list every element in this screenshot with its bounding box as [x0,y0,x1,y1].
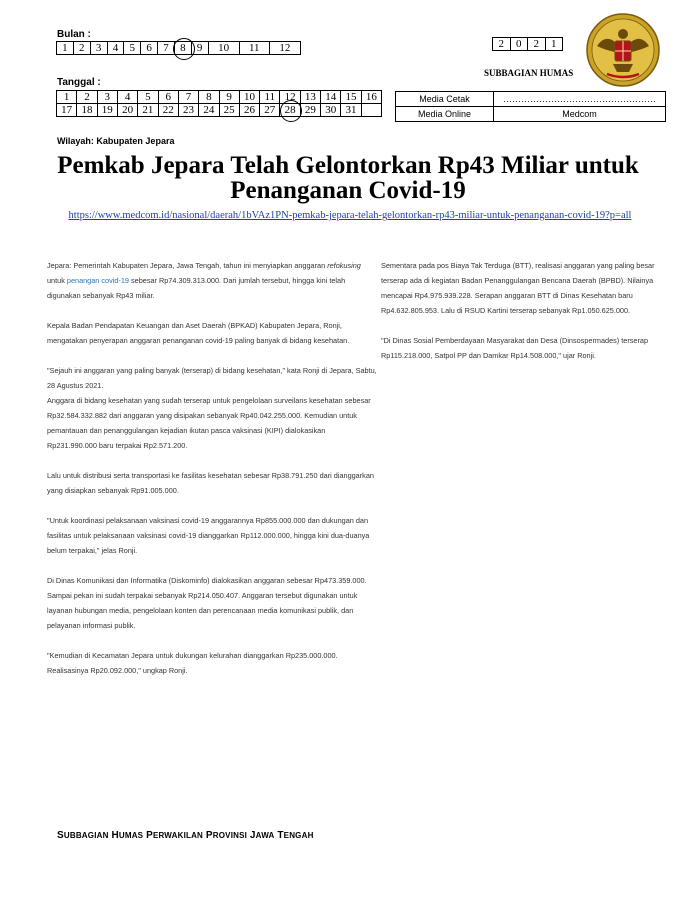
article-right-column [381,258,663,378]
date-cell: 12 [280,91,300,104]
subbagian-label: SUBBAGIAN HUMAS [484,68,574,78]
footer-cap: P [205,830,213,841]
bulan-label: Bulan : [57,29,91,40]
date-cell: 22 [158,104,178,117]
footer-cap: T [277,830,284,841]
date-cell: 31 [341,104,361,117]
date-cell: 16 [361,91,381,104]
media-online-label: Media Online [396,107,494,122]
media-cetak-value: …………………………………………… [494,92,666,107]
footer-cap: H [111,830,119,841]
media-table [395,91,666,122]
month-cell: 4 [107,42,124,55]
month-cell: 11 [239,42,269,55]
date-cell: 9 [219,91,239,104]
date-cell: 24 [199,104,219,117]
footer-rest: ENGAH [283,831,314,840]
date-cell: 26 [239,104,259,117]
footer-cap: S [57,830,64,841]
date-cell: 1 [57,91,77,104]
date-grid [56,90,382,117]
year-digit-cell: 2 [528,38,546,51]
date-cell: 14 [321,91,341,104]
date-cell: 13 [300,91,320,104]
year-digit-cell: 2 [493,38,511,51]
refokusing-term: refokusing [327,261,361,270]
month-cell: 5 [124,42,141,55]
article-paragraph: "Kemudian di Kecamatan Jepara untuk dukungan kelurahan dianggarkan Rp235.000.000. Realisasinya Rp20.092.000," ungkap Ronji. [47,651,338,675]
footer-title [57,830,314,841]
month-cell: 7 [158,42,175,55]
date-cell: 7 [178,91,198,104]
date-cell: 18 [77,104,97,117]
article-paragraph: Lalu untuk distribusi serta transportasi ke fasilitas kesehatan sebesar Rp38.791.250 dari dianggarkan yang disiapkan sebanyak Rp91.005.000. [47,471,374,495]
paragraph-text: Jepara: Pemerintah Kabupaten Jepara, Jawa Tengah, tahun ini menyiapkan anggaran [47,261,326,270]
month-cell: 3 [90,42,107,55]
date-cell: 19 [97,104,117,117]
article-left-column [47,258,377,693]
date-cell: 5 [138,91,158,104]
date-cell: 17 [57,104,77,117]
date-cell: 4 [117,91,137,104]
article-paragraph: Anggara di bidang kesehatan yang sudah terserap untuk pengelolaan surveilans kesehatan sebesar Rp32.584.332.882 dari anggaran yang disipakan sebanyak Rp40.042.255.000. Kemudian untuk pemantauan dan penanggulangan kejadian ikutan pasca vaksinasi (KIPI) dialokasikan Rp231.990.000 baru terpakai Rp2.571.200. [47,396,371,450]
article-paragraph: Kepala Badan Pendapatan Keuangan dan Aset Daerah (BPKAD) Kabupaten Jepara, Ronji, mengatakan penyerapan anggaran penanganan covid-19 paling banyak di bidang kesehatan. [47,321,350,345]
article-paragraph: "Sejauh ini anggaran yang paling banyak (terserap) di bidang kesehatan," kata Ronji di Jepara, Sabtu, 28 Agustus 2021. [47,366,377,390]
article-paragraph: Di Dinas Komunikasi dan Informatika (Diskominfo) dialokasikan anggaran sebesar Rp473.359.000. Sampai pekan ini sudah terpakai sebanyak Rp214.050.407. Anggaran tersebut digunakan untuk layanan hubungan media, pengelolaan konten dan perencanaan media komunikasi publik, dan pelayanan informasi publik. [47,576,367,630]
article-url-link[interactable]: https://www.medcom.id/nasional/daerah/1bVAz1PN-pemkab-jepara-telah-gelontorkan-rp43-miliar-untuk-penanganan-covid-19?p=all [68,210,632,221]
tanggal-label: Tanggal : [57,77,101,88]
year-digit-cell: 0 [510,38,528,51]
date-cell: 2 [77,91,97,104]
date-cell: 11 [260,91,280,104]
covid-link[interactable]: penangan covid-19 [66,276,129,285]
footer-rest: ERWAKILAN [152,831,204,840]
year-grid [492,37,563,51]
date-cell: 3 [97,91,117,104]
article-paragraph: "Untuk koordinasi pelaksanaan vaksinasi covid-19 anggarannya Rp855.000.000 dan dukungan dan fasilitas untuk pelaksanaan vaksinasi covid-19 dianggarkan Rp112.000.000, hingga kini dua-duanya belum terpakai," jelas Ronji. [47,516,370,555]
footer-rest: UMAS [118,831,144,840]
date-cell [361,104,381,117]
date-cell: 29 [300,104,320,117]
month-cell: 9 [191,42,208,55]
date-cell: 30 [321,104,341,117]
footer-cap: J [249,830,256,841]
date-cell: 23 [178,104,198,117]
date-cell: 28 [280,104,300,117]
media-online-value: Medcom [494,107,666,122]
month-cell: 8 [174,42,191,55]
date-cell: 25 [219,104,239,117]
month-cell: 6 [141,42,158,55]
paragraph-text: untuk [47,276,67,285]
date-cell: 21 [138,104,158,117]
date-cell: 6 [158,91,178,104]
footer-rest: ROVINSI [212,831,248,840]
footer-cap: P [146,830,153,841]
article-headline: Pemkab Jepara Telah Gelontorkan Rp43 Miliar untuk Penanganan Covid-19 [57,152,639,204]
date-cell: 27 [260,104,280,117]
date-cell: 20 [117,104,137,117]
date-cell: 10 [239,91,259,104]
date-cell: 8 [199,91,219,104]
month-cell: 12 [269,42,300,55]
date-cell: 15 [341,91,361,104]
month-cell: 2 [73,42,90,55]
month-cell: 10 [208,42,239,55]
article-paragraph: "Di Dinas Sosial Pemberdayaan Masyarakat dan Desa (Dinsospermades) terserap Rp115.218.000, Satpol PP dan Damkar Rp14.508.000," ujar Ronji. [381,336,649,360]
article-paragraph: Sementara pada pos Biaya Tak Terduga (BTT), realisasi anggaran yang paling besar terserap ada di kegiatan Badan Penanggulangan Bencana Daerah (BPBD). Nilainya mencapai Rp4.975.939.228. Serapan anggaran BTT di Dinas Kesehatan baru Rp4.632.805.953. Lalu di RSUD Kartini terserap sebanyak Rp1.050.625.000. [381,261,655,315]
wilayah-label: Wilayah: Kabupaten Jepara [57,136,175,146]
footer-rest: UBBAGIAN [63,831,109,840]
paragraph-text: sebesar Rp74.309.313.000. Dari jumlah tersebut, hingga kini telah digunakan sebanyak Rp43 miliar. [47,276,346,300]
media-cetak-label: Media Cetak [396,92,494,107]
year-digit-cell: 1 [545,38,563,51]
month-cell: 1 [57,42,74,55]
month-grid [56,41,301,55]
garuda-emblem-icon [585,12,661,88]
article-paragraph [47,258,377,303]
footer-rest: AWA [255,831,275,840]
